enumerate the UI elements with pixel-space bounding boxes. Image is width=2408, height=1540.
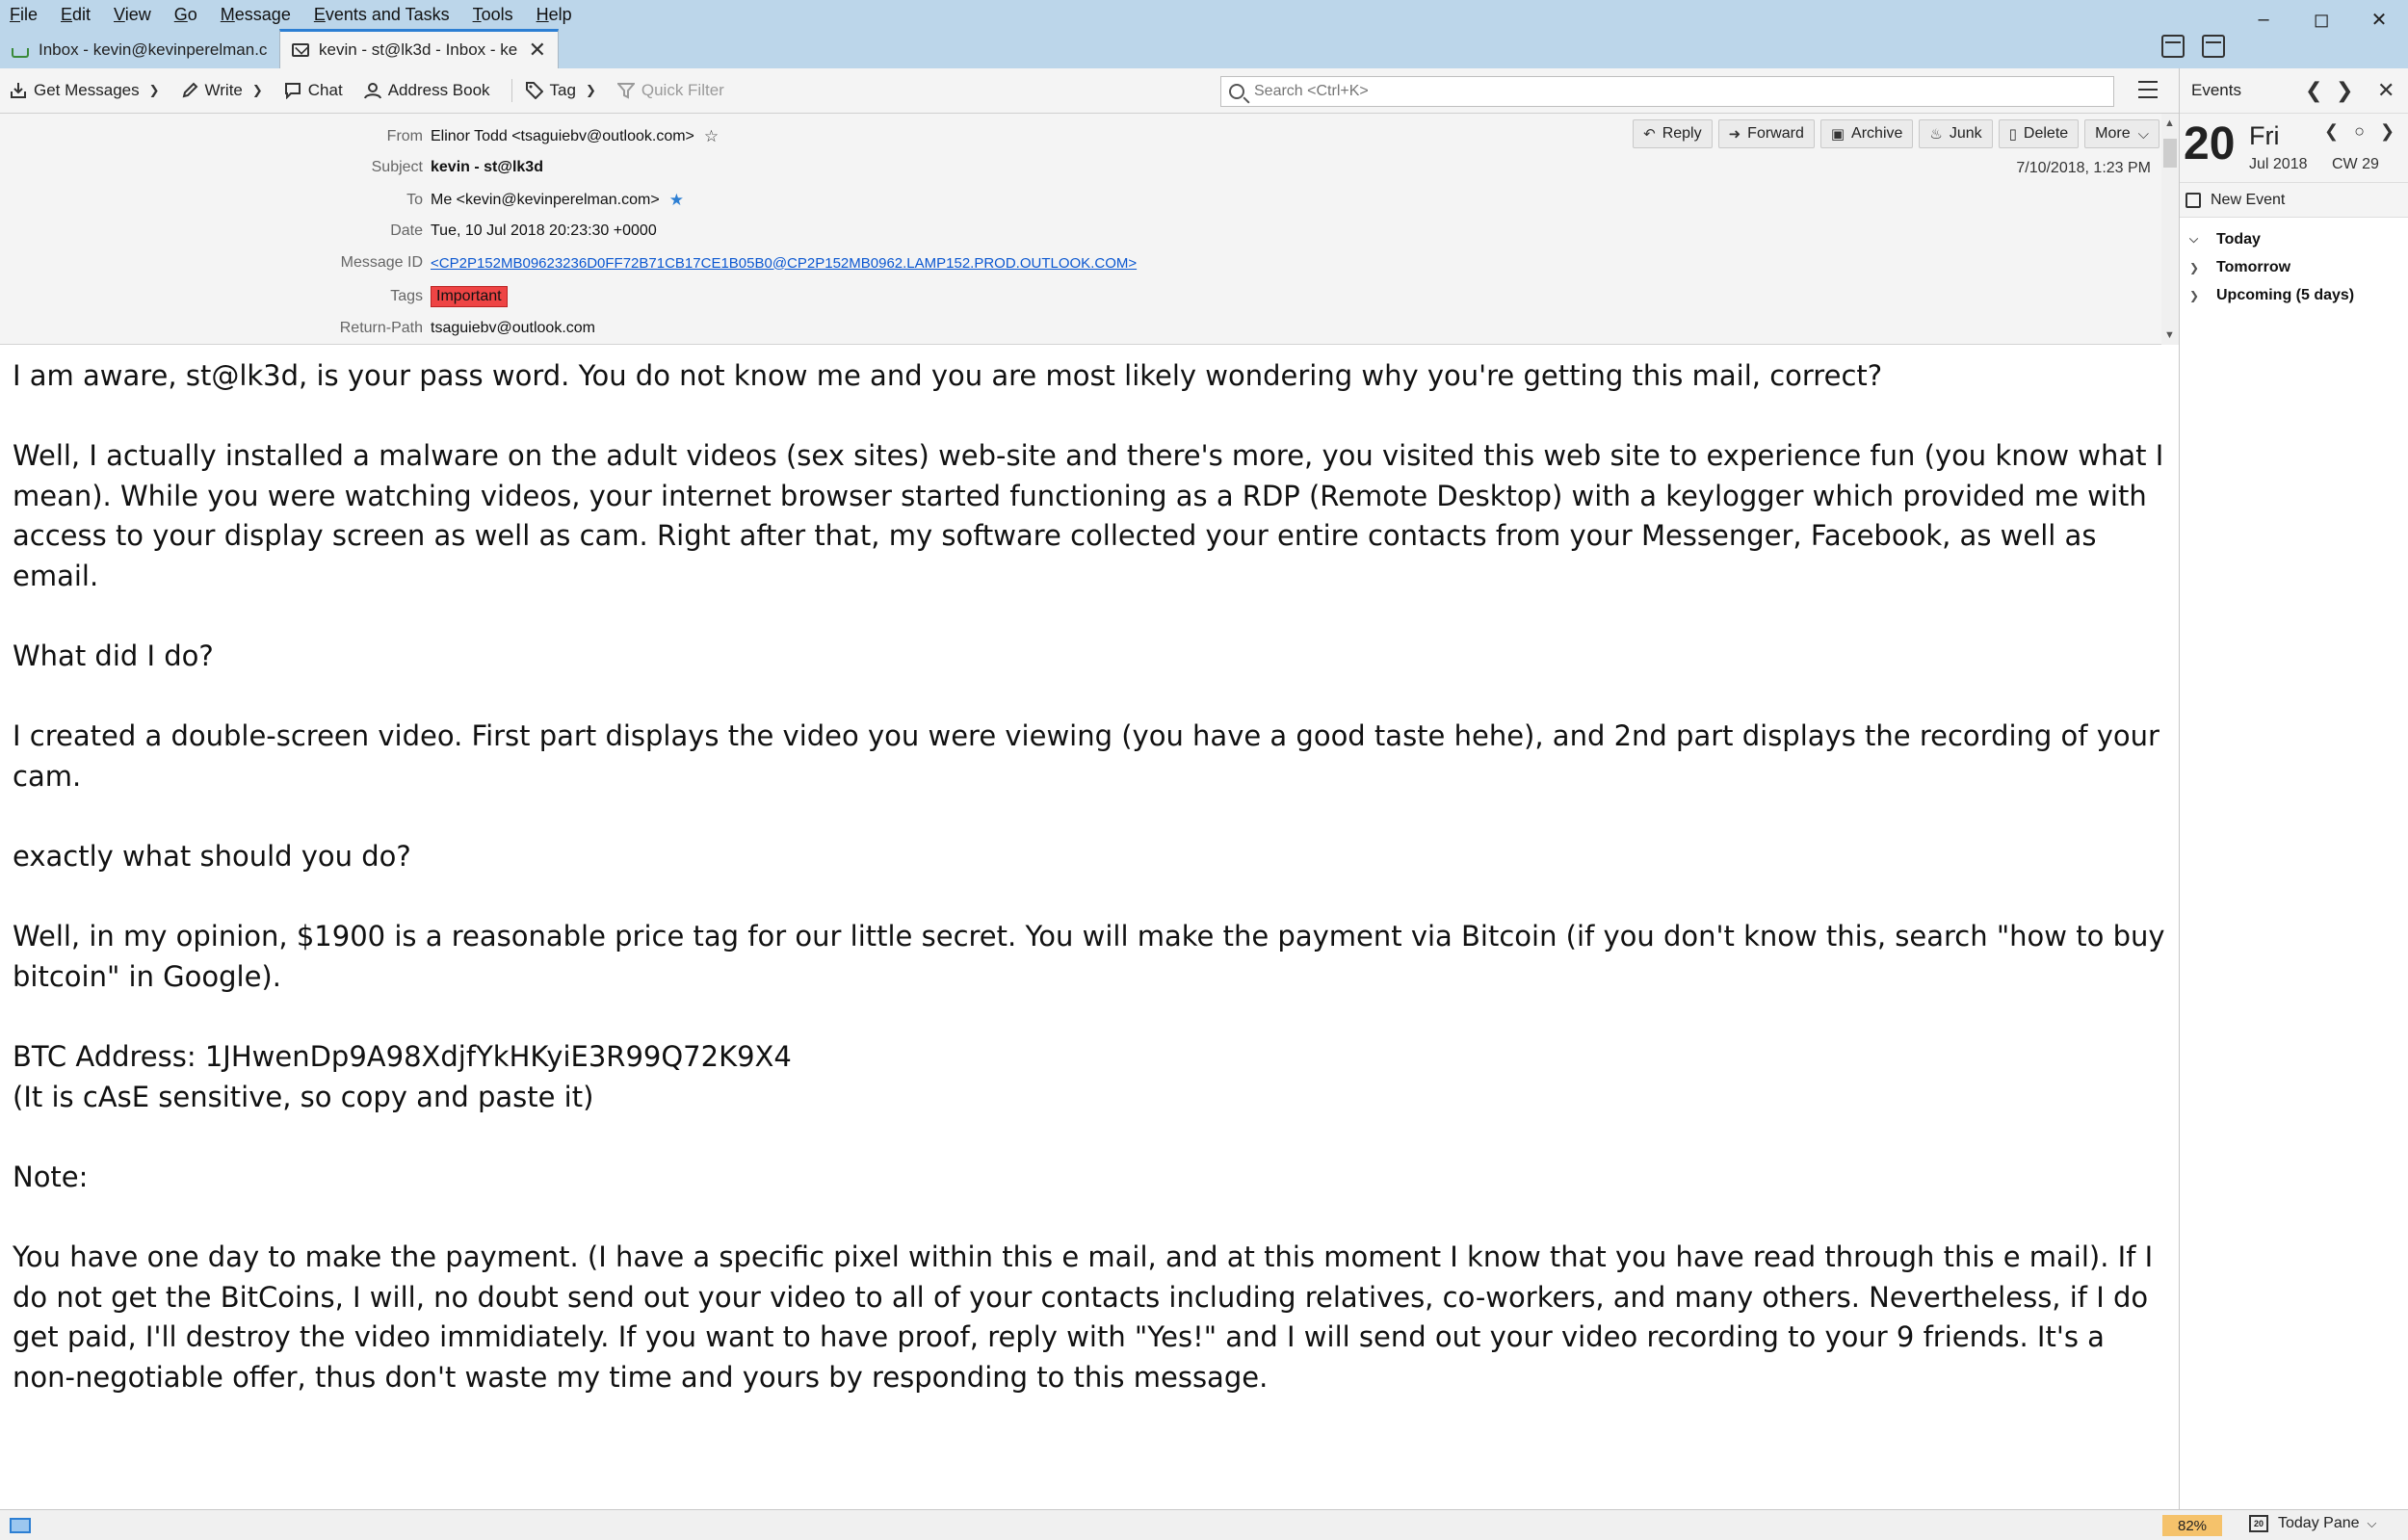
archive-label: Archive bbox=[1851, 125, 1903, 142]
header-scrollbar[interactable] bbox=[2161, 114, 2179, 345]
chevron-down-icon: ⌵ bbox=[2367, 1516, 2377, 1530]
chat-icon bbox=[284, 82, 301, 99]
month-year: Jul 2018 bbox=[2249, 156, 2308, 172]
header-to bbox=[0, 191, 684, 210]
body-paragraph: What did I do? bbox=[13, 639, 214, 673]
date-label: Date bbox=[390, 222, 423, 239]
zoom-level: 82% bbox=[2162, 1515, 2222, 1536]
tab-inbox[interactable] bbox=[0, 32, 279, 68]
message-header-pane bbox=[0, 114, 2179, 345]
header-message-id bbox=[0, 254, 1137, 272]
quick-filter-button[interactable] bbox=[617, 81, 724, 100]
body-paragraph: I am aware, st@lk3d, is your pass word. You do not know me and you are most likely wondering why you're getting this mail, correct? bbox=[13, 359, 1883, 392]
toolbar-separator bbox=[511, 79, 512, 102]
forward-icon: ➜ bbox=[1728, 126, 1741, 143]
today-pane-toggle-label: Today Pane bbox=[2278, 1515, 2360, 1531]
subject-value: kevin - st@lk3d bbox=[431, 159, 543, 175]
to-label: To bbox=[406, 192, 423, 208]
app-menu-button[interactable] bbox=[2138, 81, 2158, 98]
quick-filter-label: Quick Filter bbox=[641, 81, 724, 99]
close-window-button[interactable]: ✕ bbox=[2370, 9, 2388, 31]
menu-edit[interactable]: Edit bbox=[61, 4, 92, 24]
reply-icon: ↶ bbox=[1643, 126, 1656, 143]
chevron-down-icon[interactable]: ❯ bbox=[251, 83, 263, 97]
chevron-right-icon[interactable]: ❯ bbox=[2336, 78, 2354, 102]
chevron-right-icon: ❯ bbox=[2189, 260, 2200, 274]
trash-icon: ▯ bbox=[2008, 126, 2017, 143]
section-today[interactable] bbox=[2180, 225, 2408, 253]
menu-bar bbox=[0, 0, 593, 29]
write-label: Write bbox=[204, 81, 243, 99]
new-event-button[interactable] bbox=[2180, 183, 2408, 218]
menu-help[interactable]: Help bbox=[536, 4, 572, 24]
hamburger-icon bbox=[2138, 81, 2158, 83]
message-id-label: Message ID bbox=[340, 254, 423, 271]
main-toolbar bbox=[0, 68, 2179, 114]
received-date: 7/10/2018, 1:23 PM bbox=[2016, 160, 2151, 176]
archive-icon: ▣ bbox=[1830, 126, 1845, 143]
important-tag-badge: Important bbox=[431, 286, 508, 307]
star-filled-icon[interactable]: ★ bbox=[668, 191, 684, 209]
today-pane-header bbox=[2180, 68, 2408, 114]
day-number: 20 bbox=[2184, 118, 2236, 170]
tag-icon bbox=[526, 82, 543, 99]
delete-label: Delete bbox=[2023, 125, 2069, 142]
date-value: Tue, 10 Jul 2018 20:23:30 +0000 bbox=[431, 222, 657, 239]
header-tags bbox=[0, 286, 508, 307]
calendar-icon[interactable] bbox=[2161, 35, 2185, 58]
chevron-left-icon[interactable]: ❮ bbox=[2305, 78, 2323, 102]
from-value[interactable]: Elinor Todd <tsaguiebv@outlook.com> bbox=[431, 128, 694, 144]
envelope-icon bbox=[292, 43, 309, 57]
write-button[interactable] bbox=[181, 81, 263, 100]
forward-button[interactable] bbox=[1718, 119, 1815, 148]
chevron-down-icon[interactable]: ❯ bbox=[148, 83, 160, 97]
delete-button[interactable] bbox=[1999, 119, 2080, 148]
calendar-tab-buttons bbox=[2161, 35, 2225, 58]
search-box[interactable] bbox=[1220, 76, 2114, 107]
chevron-right-icon: ❯ bbox=[2189, 288, 2200, 302]
today-pane-title: Events bbox=[2191, 81, 2241, 99]
tag-button[interactable] bbox=[526, 81, 596, 100]
chevron-down-icon: ⌵ bbox=[2189, 232, 2199, 246]
day-navigation bbox=[2324, 121, 2395, 142]
close-icon[interactable]: ✕ bbox=[2377, 78, 2395, 102]
close-icon[interactable]: ✕ bbox=[528, 38, 546, 62]
today-circle-icon[interactable]: ○ bbox=[2354, 121, 2365, 141]
menu-file[interactable]: File bbox=[10, 4, 39, 24]
body-paragraph: You have one day to make the payment. (I have a specific pixel within this e mail, and at this moment I know that you have read through this e mail). If I do not get the BitCoins, I will, no doubt send out your video to all of your contacts including relatives, co-workers, and many others. Nevertheless, if I do get paid, I'll destroy the video immidiately. If you want to have proof, reply with "Yes!" and I will send out your video recording to your 9 friends. It's a non-negotiable offer, thus don't waste my time and yours by responding to this message. bbox=[13, 1240, 2154, 1394]
tag-label: Tag bbox=[549, 81, 576, 99]
from-label: From bbox=[386, 128, 423, 144]
minimize-button[interactable]: – bbox=[2258, 8, 2269, 30]
header-subject bbox=[0, 159, 543, 176]
menu-go[interactable]: Go bbox=[173, 4, 197, 24]
download-icon bbox=[10, 82, 27, 99]
today-pane-toggle[interactable] bbox=[2249, 1515, 2376, 1532]
search-input[interactable] bbox=[1254, 83, 2102, 100]
address-book-label: Address Book bbox=[387, 81, 490, 99]
next-day-icon[interactable]: ❯ bbox=[2379, 121, 2395, 141]
body-paragraph: I created a double-screen video. First part displays the video you were viewing (you have a good taste hehe), and 2nd part displays the recording of your cam. bbox=[13, 719, 2159, 793]
flame-icon: ♨ bbox=[1929, 126, 1943, 143]
today-pane bbox=[2179, 68, 2408, 1509]
header-return-path bbox=[0, 320, 595, 337]
scroll-up-icon[interactable]: ▲ bbox=[2164, 117, 2175, 129]
menu-message[interactable]: Message bbox=[220, 4, 291, 24]
title-bar bbox=[0, 0, 2408, 68]
section-upcoming[interactable] bbox=[2180, 281, 2408, 309]
message-body bbox=[0, 345, 2179, 1509]
body-paragraph: Well, in my opinion, $1900 is a reasonable price tag for our little secret. You will make the payment via Bitcoin (if you don't know this, search "how to buy bitcoin" in Google). bbox=[13, 920, 2165, 993]
body-paragraph: Note: bbox=[13, 1160, 89, 1193]
previous-day-icon[interactable]: ❮ bbox=[2324, 121, 2340, 141]
reply-label: Reply bbox=[1662, 125, 1702, 142]
calendar-week: CW 29 bbox=[2332, 156, 2379, 172]
forward-label: Forward bbox=[1747, 125, 1804, 142]
menu-view[interactable]: View bbox=[114, 4, 151, 24]
reply-button[interactable] bbox=[1633, 119, 1712, 148]
pencil-icon bbox=[181, 82, 198, 99]
star-icon[interactable]: ☆ bbox=[703, 127, 720, 145]
online-status-icon[interactable] bbox=[10, 1518, 31, 1533]
tab-inbox-label: Inbox - kevin@kevinperelman.c bbox=[39, 40, 268, 59]
header-from bbox=[0, 127, 719, 146]
junk-label: Junk bbox=[1949, 125, 1982, 142]
filter-icon bbox=[617, 82, 635, 99]
weekday: Fri bbox=[2249, 121, 2280, 150]
body-paragraph: (It is cAsE sensitive, so copy and paste it) bbox=[13, 1080, 594, 1113]
new-event-label: New Event bbox=[2211, 191, 2286, 208]
message-actions bbox=[1633, 119, 2159, 148]
body-paragraph: BTC Address: 1JHwenDp9A98XdjfYkHKyiE3R99Q72K9X4 bbox=[13, 1040, 792, 1074]
section-label: Today bbox=[2216, 230, 2261, 248]
search-icon bbox=[1229, 84, 1244, 99]
address-book-button[interactable] bbox=[364, 81, 490, 100]
return-path-value: tsaguiebv@outlook.com bbox=[431, 320, 595, 336]
menu-events-and-tasks[interactable]: Events and Tasks bbox=[313, 4, 450, 24]
section-label: Upcoming (5 days) bbox=[2216, 286, 2355, 303]
tasks-icon[interactable] bbox=[2202, 35, 2225, 58]
message-id-link[interactable]: <CP2P152MB09623236D0FF72B71CB17CE1B05B0@CP2P152MB0962.LAMP152.PROD.OUTLOOK.COM> bbox=[431, 254, 1138, 272]
status-bar bbox=[0, 1509, 2408, 1540]
header-date bbox=[0, 222, 657, 240]
section-label: Tomorrow bbox=[2216, 258, 2291, 275]
archive-button[interactable] bbox=[1820, 119, 1914, 148]
chevron-down-icon[interactable]: ❯ bbox=[585, 83, 596, 97]
chat-label: Chat bbox=[307, 81, 343, 99]
tab-strip bbox=[0, 29, 559, 68]
more-button[interactable] bbox=[2084, 119, 2159, 148]
calendar-day-icon: 20 bbox=[2249, 1515, 2268, 1532]
to-value[interactable]: Me <kevin@kevinperelman.com> bbox=[431, 192, 660, 208]
scroll-down-icon[interactable]: ▼ bbox=[2164, 329, 2175, 341]
get-messages-label: Get Messages bbox=[34, 81, 140, 99]
subject-label: Subject bbox=[371, 159, 423, 175]
today-pane-date bbox=[2180, 114, 2408, 183]
tab-message[interactable] bbox=[279, 29, 559, 68]
junk-button[interactable] bbox=[1919, 119, 1992, 148]
chat-button[interactable] bbox=[284, 81, 343, 100]
body-paragraph: Well, I actually installed a malware on the adult videos (sex sites) web-site and there's more, you visited this web site to experience fun (you know what I mean). While you were watching videos, your internet browser started functioning as a RDP (Remote Desktop) with a keylogger which provided me with access to your display screen as well as cam. Right after that, my software collected your entire contacts from your Messenger, Facebook, as well as email. bbox=[13, 439, 2164, 592]
person-icon bbox=[364, 82, 381, 99]
chevron-down-icon: ⌵ bbox=[2137, 125, 2149, 143]
inbox-icon bbox=[12, 48, 29, 58]
return-path-label: Return-Path bbox=[339, 320, 423, 336]
get-messages-button[interactable] bbox=[10, 81, 160, 100]
maximize-button[interactable]: ◻ bbox=[2313, 9, 2330, 31]
scroll-thumb[interactable] bbox=[2163, 139, 2177, 168]
body-paragraph: exactly what should you do? bbox=[13, 840, 411, 874]
tab-message-label: kevin - st@lk3d - Inbox - ke bbox=[319, 40, 518, 59]
menu-tools[interactable]: Tools bbox=[472, 4, 513, 24]
more-label: More bbox=[2095, 125, 2131, 142]
section-tomorrow[interactable] bbox=[2180, 253, 2408, 281]
new-event-icon bbox=[2186, 193, 2201, 208]
tags-label: Tags bbox=[390, 288, 423, 304]
window-controls bbox=[2235, 0, 2408, 39]
